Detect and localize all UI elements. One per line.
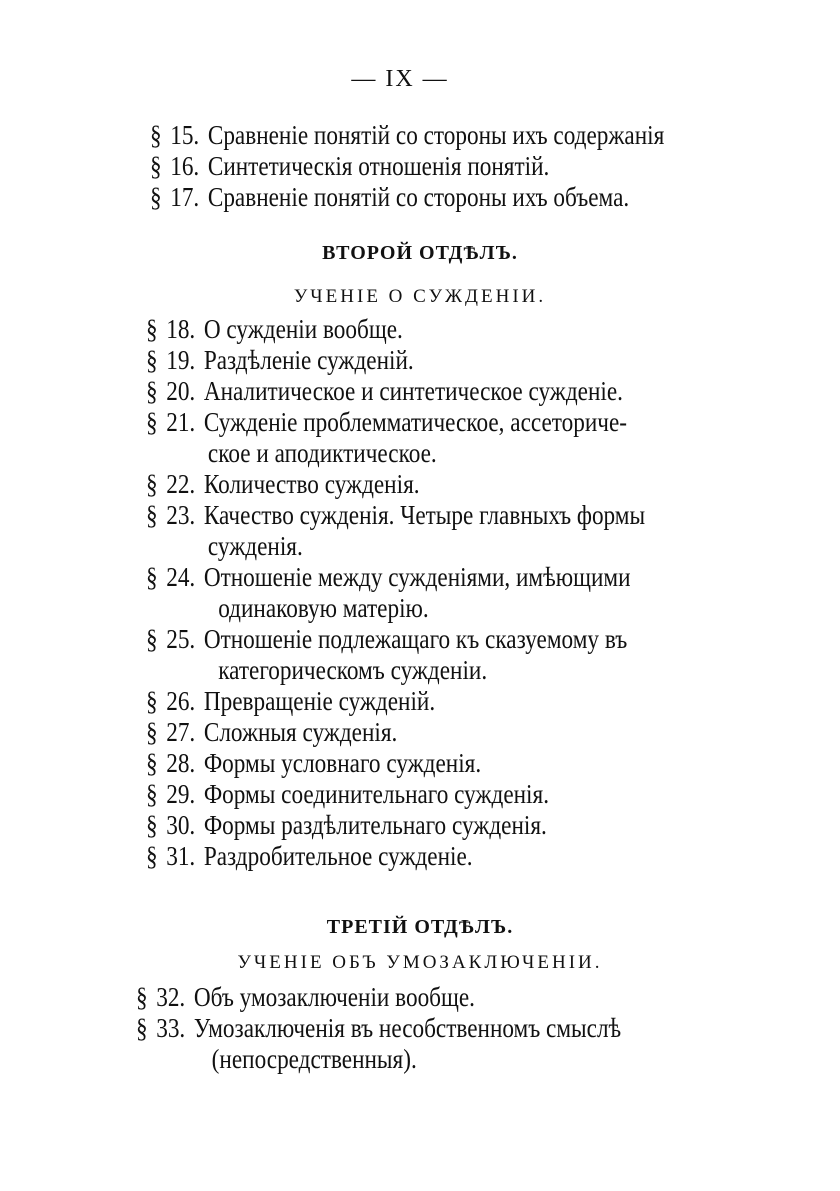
entry-number: 22. [166, 469, 196, 499]
section-sign: § [146, 810, 158, 840]
entry-continuation: (непосредственныя). [211, 1044, 417, 1074]
entry-title: Синтетическія отношенія понятій. [207, 151, 550, 181]
entry-number: 20. [166, 376, 196, 406]
toc-entry [136, 982, 840, 1013]
section-sign: § [146, 562, 158, 592]
toc-entry [146, 748, 840, 779]
entry-number: 17. [170, 182, 200, 212]
section-sign: § [146, 686, 158, 716]
section-sign: § [146, 469, 158, 499]
entry-title: Раздѣленіе сужденій. [203, 345, 414, 375]
toc-entry [146, 562, 840, 624]
toc-entry [150, 151, 840, 182]
entry-title: Объ умозаключеніи вообще. [193, 982, 476, 1012]
page-number: — IX — [351, 66, 449, 92]
entry-number: 31. [166, 841, 196, 871]
section-sign: § [146, 717, 158, 747]
toc-entry [150, 182, 840, 213]
entry-number: 16. [170, 151, 200, 181]
entry-number: 26. [166, 686, 196, 716]
toc-group-1 [0, 120, 840, 213]
section-sign: § [136, 982, 148, 1012]
entry-title: Сравненіе понятій со стороны ихъ объема. [207, 182, 630, 212]
entry-number: 30. [166, 810, 196, 840]
section-sign: § [150, 151, 162, 181]
entry-title: О сужденіи вообще. [203, 314, 403, 344]
toc-entry [146, 779, 840, 810]
entry-number: 21. [166, 407, 196, 437]
entry-title: Сравненіе понятій со стороны ихъ содержанія [207, 120, 665, 150]
toc-entry [150, 120, 840, 151]
entry-title: Качество сужденія. Четыре главныхъ формы [203, 500, 646, 530]
entry-title: Сложныя сужденія. [203, 717, 398, 747]
entry-number: 18. [166, 314, 196, 344]
entry-title: Умозаключенія въ несобственномъ смыслѣ [193, 1013, 622, 1043]
part-heading-2: ВТОРОЙ ОТДѢЛЪ. [322, 242, 518, 264]
section-sign: § [146, 779, 158, 809]
section-sign: § [146, 624, 158, 654]
section-sign: § [150, 120, 162, 150]
entry-continuation: одинаковую матерію. [218, 593, 429, 623]
entry-title: Сужденіе проблемматическое, ассеториче- [203, 407, 627, 437]
entry-title: Превращеніе сужденій. [203, 686, 436, 716]
entry-number: 25. [166, 624, 196, 654]
section-sign: § [146, 407, 158, 437]
entry-number: 27. [166, 717, 196, 747]
entry-number: 33. [156, 1013, 186, 1043]
toc-entry [146, 624, 840, 686]
section-sign: § [146, 376, 158, 406]
entry-continuation: сужденія. [207, 531, 303, 561]
toc-entry [146, 314, 840, 345]
entry-number: 29. [166, 779, 196, 809]
toc-entry [146, 407, 840, 469]
section-sign: § [146, 345, 158, 375]
part-subheading-2: УЧЕНІЕ О СУЖДЕНІИ. [293, 286, 547, 307]
entry-number: 28. [166, 748, 196, 778]
entry-title: Раздробительное сужденіе. [203, 841, 473, 871]
toc-entry [136, 1013, 840, 1075]
section-sign: § [150, 182, 162, 212]
entry-continuation: ское и аподиктическое. [207, 438, 437, 468]
section-sign: § [146, 748, 158, 778]
entry-title: Формы условнаго сужденія. [203, 748, 482, 778]
entry-number: 24. [166, 562, 196, 592]
entry-title: Отношеніе подлежащаго къ сказуемому въ [203, 624, 628, 654]
part-heading-3: ТРЕТІЙ ОТДѢЛЪ. [326, 916, 514, 938]
toc-entry [146, 810, 840, 841]
section-sign: § [146, 314, 158, 344]
toc-entry [146, 376, 840, 407]
part-subheading-3: УЧЕНІЕ ОБЪ УМОЗАКЛЮЧЕНІИ. [237, 952, 603, 973]
toc-entry [146, 841, 840, 872]
section-sign: § [146, 841, 158, 871]
entry-title: Аналитическое и синтетическое сужденіе. [203, 376, 623, 406]
toc-entry [146, 717, 840, 748]
toc-entry [146, 686, 840, 717]
entry-number: 15. [170, 120, 200, 150]
section-sign: § [146, 500, 158, 530]
entry-number: 23. [166, 500, 196, 530]
entry-number: 19. [166, 345, 196, 375]
toc-entry [146, 500, 840, 562]
entry-title: Формы соединительнаго сужденія. [203, 779, 550, 809]
entry-title: Отношеніе между сужденіями, имѣющими [203, 562, 631, 592]
toc-entry [146, 345, 840, 376]
entry-continuation: категорическомъ сужденіи. [218, 655, 488, 685]
section-sign: § [136, 1013, 148, 1043]
entry-title: Количество сужденія. [203, 469, 420, 499]
toc-group-3 [0, 982, 840, 1075]
entry-title: Формы раздѣлительнаго сужденія. [203, 810, 547, 840]
toc-group-2 [0, 314, 840, 872]
toc-entry [146, 469, 840, 500]
entry-number: 32. [156, 982, 186, 1012]
